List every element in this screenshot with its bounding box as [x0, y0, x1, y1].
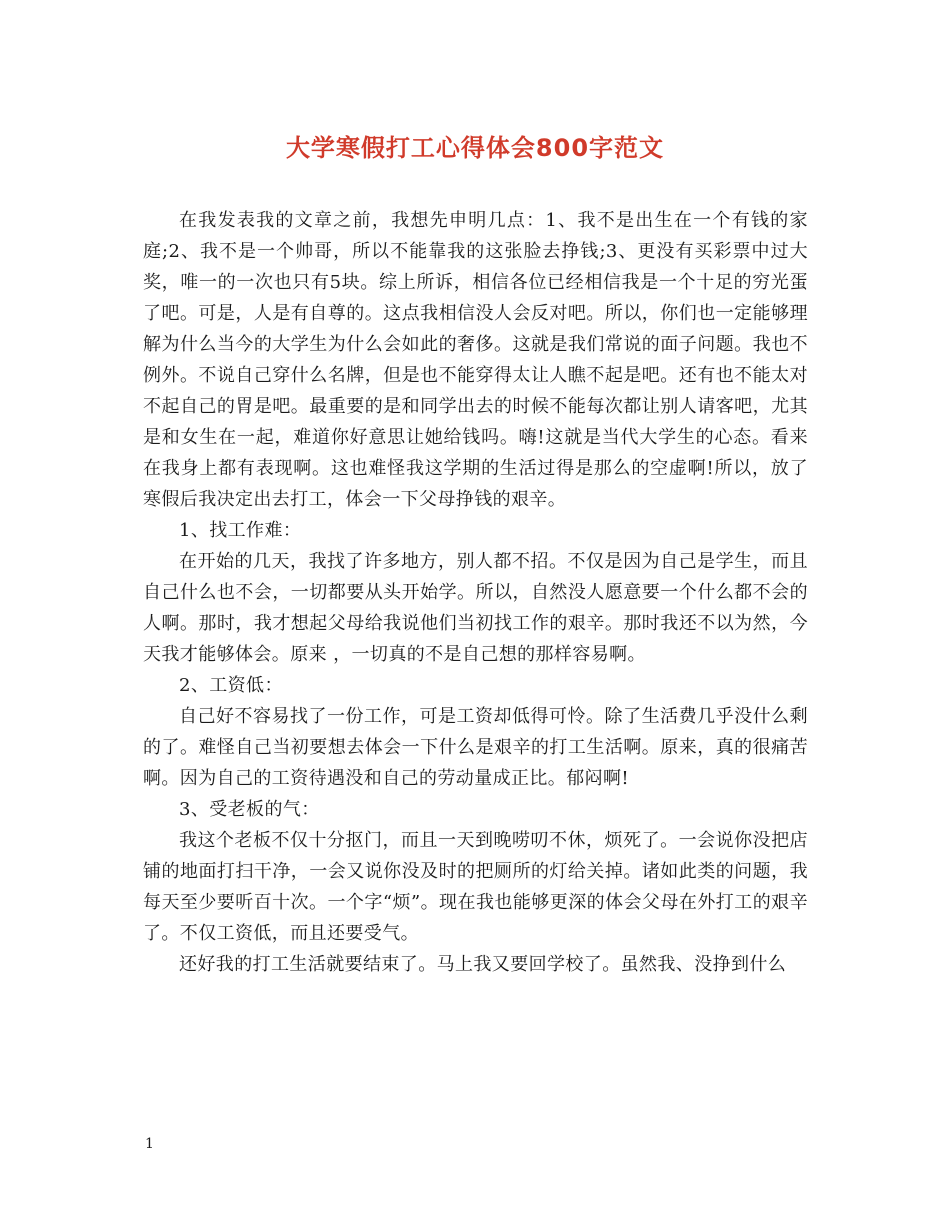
heading-low-wages: 2、工资低：: [179, 675, 283, 696]
paragraph-low-wages: 自己好不容易找了一份工作，可是工资却低得可怜。除了生活费几乎没什么剩的了。难怪自己当初要想去体会一下什么是艰辛的打工生活啊。原来，真的很痛苦啊。因为自己的工资待遇没和自己的劳动量成正比。郁闷啊!: [143, 706, 808, 789]
paragraph-intro: 在我发表我的文章之前，我想先申明几点：1、我不是出生在一个有钱的家庭;2、我不是一个帅哥，所以不能靠我的这张脸去挣钱;3、更没有买彩票中过大奖，唯一的一次也只有5块。综上所诉，相信各位已经相信我是一个十足的穷光蛋了吧。可是，人是有自尊的。这点我相信没人会反对吧。所以，你们也一定能够理解为什么当今的大学生为什么会如此的奢侈。这就是我们常说的面子问题。我也不例外。不说自己穿什么名牌，但是也不能穿得太让人瞧不起是吧。还有也不能太对不起自己的胃是吧。最重要的是和同学出去的时候不能每次都让别人请客吧，尤其是和女生在一起，难道你好意思让她给钱吗。嗨!这就是当代大学生的心态。看来在我身上都有表现啊。这也难怪我这学期的生活过得是那么的空虚啊!所以，放了寒假后我决定出去打工，体会一下父母挣钱的艰辛。: [143, 210, 808, 510]
document-body: [143, 205, 808, 980]
heading-boss: 3、受老板的气：: [179, 799, 320, 820]
document-title: 大学寒假打工心得体会800字范文: [285, 134, 665, 162]
paragraph-finding-work: 在开始的几天，我找了许多地方，别人都不招。不仅是因为自己是学生，而且自己什么也不会，一切都要从头开始学。所以，自然没人愿意要一个什么都不会的人啊。那时，我才想起父母给我说他们当初找工作的艰辛。那时我还不以为然，今天我才能够体会。原来 ，一切真的不是自己想的那样容易啊。: [143, 551, 808, 665]
page-number: 1: [145, 1136, 154, 1152]
heading-finding-work: 1、找工作难：: [179, 520, 302, 541]
paragraph-boss: 我这个老板不仅十分抠门，而且一天到晚唠叨不休，烦死了。一会说你没把店铺的地面打扫干净，一会又说你没及时的把厕所的灯给关掉。诸如此类的问题，我每天至少要听百十次。一个字“烦”。现在我也能够更深的体会父母在外打工的艰辛了。不仅工资低，而且还要受气。: [143, 830, 808, 944]
paragraph-closing: 还好我的打工生活就要结束了。马上我又要回学校了。虽然我、没挣到什么: [179, 954, 787, 975]
